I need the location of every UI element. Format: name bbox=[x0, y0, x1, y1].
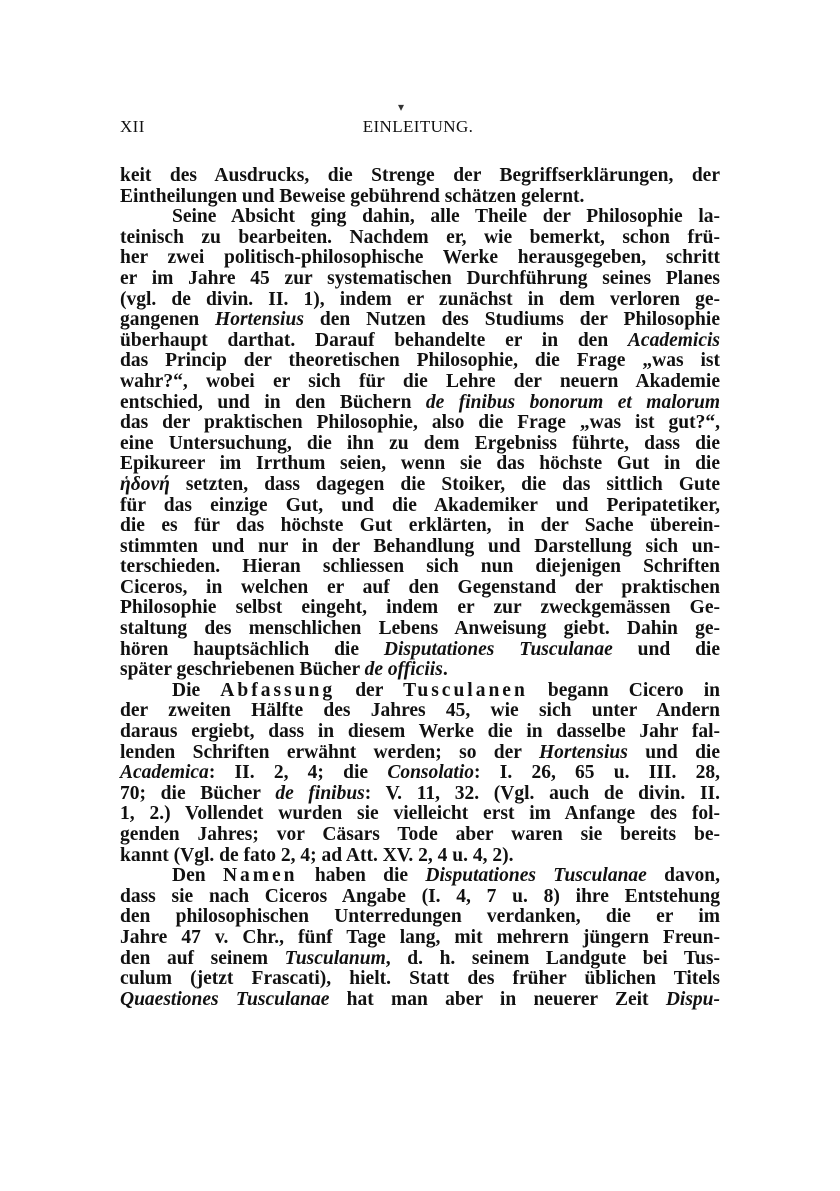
page-number: XII bbox=[120, 117, 145, 136]
text-fragment: wahr?“, wobei er sich für die Lehre der neuern Akademie bbox=[120, 370, 720, 392]
print-speck: ▾ bbox=[398, 100, 405, 114]
text-line bbox=[120, 228, 720, 249]
text-fragment: staltung des menschlichen Lebens Anweisung giebt. Dahin ge- bbox=[120, 618, 720, 640]
italic-term: de officiis bbox=[364, 659, 443, 681]
text-fragment: teinisch zu bearbeiten. Nachdem er, wie bemerkt, schon frü- bbox=[120, 226, 720, 248]
text-line bbox=[120, 660, 720, 681]
text-fragment: überhaupt darthat. Darauf behandelte er in den bbox=[120, 329, 628, 351]
text-line bbox=[120, 372, 720, 393]
text-fragment: stimmten und nur in der Behandlung und Darstellung sich un- bbox=[120, 535, 720, 557]
italic-term: Academicis bbox=[627, 329, 720, 351]
text-line bbox=[120, 331, 720, 352]
text-line bbox=[120, 557, 720, 578]
text-fragment: kannt (Vgl. de fato 2, 4; ad Att. XV. 2, 4 u. 4, 2). bbox=[120, 844, 514, 866]
italic-term: Disputationes Tusculanae bbox=[425, 865, 647, 887]
text-fragment: eine Untersuchung, die ihn zu dem Ergebniss führte, dass die bbox=[120, 432, 720, 454]
text-line bbox=[120, 969, 720, 990]
text-line bbox=[120, 701, 720, 722]
text-fragment: keit des Ausdrucks, die Strenge der Begriffserklärungen, der bbox=[120, 165, 720, 186]
text-line bbox=[120, 496, 720, 517]
text-fragment: davon, bbox=[646, 865, 720, 887]
text-fragment: begann Cicero in bbox=[527, 679, 720, 701]
text-fragment: später geschriebenen Bücher bbox=[120, 659, 365, 681]
text-line bbox=[120, 393, 720, 414]
text-line bbox=[120, 475, 720, 496]
text-fragment: . bbox=[442, 659, 448, 681]
text-fragment: culum (jetzt Frascati), hielt. Statt des früher üblichen Titels bbox=[120, 968, 720, 990]
text-fragment: Die bbox=[172, 679, 221, 701]
text-fragment: den Nutzen des Studiums der Philosophie bbox=[303, 309, 720, 331]
text-fragment: Philosophie selbst eingeht, indem er zur zweckgemässen Ge- bbox=[120, 597, 720, 619]
text-line bbox=[120, 846, 720, 867]
text-line bbox=[120, 907, 720, 928]
text-fragment: gangenen bbox=[120, 309, 216, 331]
text-line bbox=[120, 187, 720, 208]
text-fragment: er im Jahre 45 zur systematischen Durchführung seines Planes bbox=[120, 267, 720, 289]
text-line bbox=[120, 207, 720, 228]
text-line bbox=[120, 166, 720, 187]
text-line bbox=[120, 290, 720, 311]
text-fragment: und die bbox=[627, 741, 720, 763]
text-fragment: den philosophischen Unterredungen verdanken, die er im bbox=[120, 906, 720, 928]
text-fragment: entschied, und in den Büchern bbox=[120, 391, 426, 413]
section-title: EINLEITUNG. bbox=[362, 117, 474, 136]
text-fragment: setzten, dass dagegen die Stoiker, die das sittlich Gute bbox=[169, 473, 720, 495]
text-line bbox=[120, 743, 720, 764]
text-line bbox=[120, 619, 720, 640]
text-line bbox=[120, 269, 720, 290]
text-line bbox=[120, 434, 720, 455]
text-fragment: den auf seinem bbox=[120, 947, 285, 969]
text-fragment: , d. h. seinem Landgute bei Tus- bbox=[385, 947, 720, 969]
text-fragment: (vgl. de divin. II. 1), indem er zunächst in dem verloren ge- bbox=[120, 288, 720, 310]
text-fragment: dass sie nach Ciceros Angabe (I. 4, 7 u. 8) ihre Entstehung bbox=[120, 885, 720, 907]
text-line bbox=[120, 887, 720, 908]
text-line bbox=[120, 784, 720, 805]
italic-term: Hortensius bbox=[538, 741, 628, 763]
text-fragment: Eintheilungen und Beweise gebührend schätzen gelernt. bbox=[120, 185, 585, 207]
italic-term: Hortensius bbox=[215, 309, 304, 331]
text-line bbox=[120, 866, 720, 887]
italic-term: Tusculanum bbox=[284, 947, 386, 969]
text-line bbox=[120, 825, 720, 846]
text-fragment: genden Jahres; vor Cäsars Tode aber waren sie bereits be- bbox=[120, 824, 720, 845]
text-fragment: lenden Schriften erwähnt werden; so der bbox=[120, 741, 539, 763]
text-line bbox=[120, 804, 720, 825]
text-line bbox=[120, 537, 720, 558]
text-line bbox=[120, 681, 720, 702]
text-fragment: der zweiten Hälfte des Jahres 45, wie sich unter Andern bbox=[120, 700, 720, 722]
text-fragment: für das einzige Gut, und die Akademiker und Peripatetiker, bbox=[120, 494, 720, 516]
spaced-term: Namen bbox=[222, 865, 298, 887]
text-fragment: terschieden. Hieran schliessen sich nun diejenigen Schriften bbox=[120, 556, 720, 578]
italic-term: Disputationes Tusculanae bbox=[383, 638, 613, 660]
text-fragment: : I. 26, 65 u. III. 28, bbox=[474, 762, 720, 784]
italic-term: ἡδονή bbox=[120, 473, 170, 495]
text-line bbox=[120, 640, 720, 661]
text-line bbox=[120, 928, 720, 949]
text-fragment: 1, 2.) Vollendet wurden sie vielleicht erst im Anfange des fol- bbox=[120, 803, 720, 825]
text-line bbox=[120, 763, 720, 784]
text-fragment: 70; die Bücher bbox=[120, 782, 276, 804]
text-line bbox=[120, 598, 720, 619]
italic-term: de finibus bonorum et malorum bbox=[425, 391, 720, 413]
italic-term: de finibus bbox=[275, 782, 365, 804]
text-fragment: : V. 11, 32. (Vgl. auch de divin. II. bbox=[364, 782, 720, 804]
spaced-term: Tusculanen bbox=[403, 679, 528, 701]
text-line bbox=[120, 578, 720, 599]
text-line bbox=[120, 310, 720, 331]
text-fragment: Ciceros, in welchen er auf den Gegenstand der praktischen bbox=[120, 576, 720, 598]
text-fragment: und die bbox=[612, 638, 720, 660]
text-fragment: Jahre 47 v. Chr., fünf Tage lang, mit mehrern jüngern Freun- bbox=[120, 926, 720, 948]
italic-term: Consolatio bbox=[387, 762, 475, 784]
italic-term: Academica bbox=[120, 762, 209, 784]
text-line bbox=[120, 351, 720, 372]
italic-term: Quaestiones Tusculanae bbox=[120, 988, 330, 1010]
text-fragment: Den bbox=[172, 865, 223, 887]
text-fragment: die es für das höchste Gut erklärten, in der Sache überein- bbox=[120, 515, 720, 537]
text-fragment: hat man aber in neuerer Zeit bbox=[329, 988, 666, 1010]
text-line bbox=[120, 949, 720, 970]
text-line bbox=[120, 248, 720, 269]
text-fragment: Seine Absicht ging dahin, alle Theile der Philosophie la- bbox=[172, 206, 720, 228]
text-fragment: das Princip der theoretischen Philosophie, die Frage „was ist bbox=[120, 350, 720, 372]
spaced-term: Abfassung bbox=[220, 679, 336, 701]
text-fragment: das der praktischen Philosophie, also die Frage „was ist gut?“, bbox=[120, 412, 720, 434]
text-fragment: haben die bbox=[297, 865, 426, 887]
text-line bbox=[120, 413, 720, 434]
running-head bbox=[120, 117, 716, 143]
text-fragment: daraus ergiebt, dass in diesem Werke die in dasselbe Jahr fal- bbox=[120, 721, 720, 743]
text-line bbox=[120, 454, 720, 475]
text-fragment: : II. 2, 4; die bbox=[208, 762, 388, 784]
body-text bbox=[120, 166, 720, 1010]
text-line bbox=[120, 990, 720, 1011]
text-fragment: der bbox=[335, 679, 404, 701]
text-fragment: hören hauptsächlich die bbox=[120, 638, 384, 660]
text-line bbox=[120, 722, 720, 743]
text-fragment: her zwei politisch-philosophische Werke herausgegeben, schritt bbox=[120, 247, 720, 269]
text-line bbox=[120, 516, 720, 537]
text-fragment: Epikureer im Irrthum seien, wenn sie das höchste Gut in die bbox=[120, 453, 720, 475]
italic-term: Dispu- bbox=[665, 988, 721, 1010]
